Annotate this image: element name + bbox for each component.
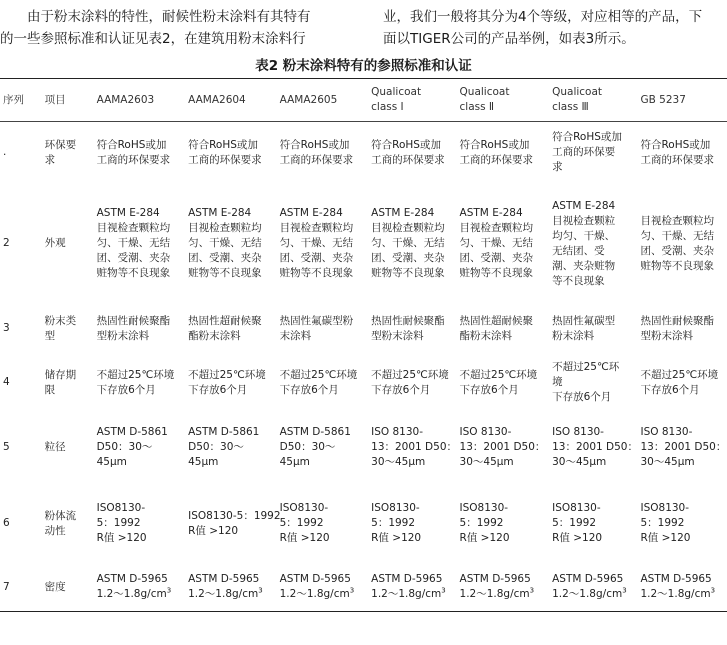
cell-text-line: ASTM D-5861 (279, 426, 351, 438)
cell-text-line: 2 (3, 237, 10, 249)
cell-text-line: 工商的环保要求 (371, 153, 445, 166)
cell-text-line: ISO8130- (96, 502, 146, 514)
intro-line: 面以TIGER公司的产品举例，如表3所示。 (383, 31, 635, 47)
intro-line: 由于粉末涂料的特性，耐候性粉末涂料有其特有 (27, 9, 311, 25)
cell-text-line: 匀、干燥、无结 (96, 237, 171, 249)
cell-text-line: 匀、干燥、无结 (371, 237, 445, 249)
superscript-3: 3 (529, 586, 535, 595)
table-row (0, 122, 727, 184)
table-cell (549, 484, 637, 564)
row-item-cell (42, 412, 94, 484)
cell-text-line: 热固性超耐候聚 (459, 314, 534, 327)
cell-text-line: 工商的环保要求 (459, 153, 534, 166)
table-cell (277, 484, 369, 564)
table-cell (457, 484, 550, 564)
cell-text-line: 团、受潮、夹杂 (640, 244, 714, 257)
cell-text-line: 45μm (188, 456, 219, 468)
cell-text-line: 13：2001 D50： (640, 441, 727, 453)
cell-text-line: 粒径 (44, 441, 66, 453)
cell-text-line: class Ⅲ (552, 101, 589, 113)
table-cell (185, 412, 277, 484)
cell-text-line: 下存放6个月 (96, 383, 156, 396)
table-cell (549, 122, 637, 184)
cell-text-line: 赃物等不良现象 (459, 267, 534, 279)
table-cell (549, 304, 637, 354)
cell-text-line: 热固性超耐候聚 (188, 314, 262, 327)
cell-text-line: 30～45μm (552, 456, 607, 468)
row-index-cell (0, 484, 42, 564)
cell-text-line: 符合RoHS或加 (459, 138, 530, 151)
cell-text-line: 5：1992 (552, 517, 596, 529)
cell-text-line: 目视检查颗粒均 (279, 222, 354, 234)
cell-text-line: 6 (3, 517, 10, 529)
cell-text-line: 酯粉末涂料 (459, 329, 513, 342)
cell-text-line: 5：1992 (96, 517, 141, 529)
cell-text-line: 13：2001 D50： (371, 441, 458, 453)
column-header (637, 79, 727, 122)
cell-text-line: 不超过25℃环境 (96, 368, 175, 381)
superscript-3: 3 (258, 586, 263, 595)
table-cell (94, 122, 186, 184)
cell-text-line: AAMA2603 (96, 93, 155, 106)
cell-text-line: 目视检查颗粒均 (188, 222, 262, 234)
cell-text-line: 匀、干燥、无结 (640, 229, 714, 242)
table-cell (637, 184, 727, 304)
intro-right-column (383, 6, 727, 50)
superscript-3: 3 (166, 586, 172, 595)
table-cell (94, 304, 186, 354)
cell-text-line: 下存放6个月 (371, 383, 431, 396)
cell-text-line: 热固性耐候聚酯 (371, 314, 445, 327)
table-cell (457, 412, 550, 484)
cell-text-line: 工商的环保要求 (279, 153, 354, 166)
superscript-3: 3 (349, 586, 355, 595)
cell-text-line: 45μm (96, 456, 127, 468)
table-cell (549, 564, 637, 612)
cell-text-line: 酯粉末涂料 (188, 329, 241, 342)
table-cell (457, 304, 550, 354)
cell-text-line: ASTM D-5861 (96, 426, 168, 438)
cell-text-line: 限 (44, 383, 56, 396)
cell-text-line: $1.2\sim 1.8g/cm^3$ (371, 586, 446, 601)
cell-text-line: 30～45μm (640, 456, 695, 468)
cell-text-line: AAMA2604 (188, 93, 246, 106)
table-cell (368, 304, 456, 354)
cell-text-line: 团、受潮、夹杂 (188, 252, 262, 264)
cell-text-line: 45μm (279, 456, 310, 468)
table-cell (368, 354, 456, 412)
table-cell (368, 412, 456, 484)
table-body (0, 122, 727, 612)
table-cell (549, 412, 637, 484)
table-cell (457, 354, 550, 412)
row-index-cell (0, 184, 42, 304)
cell-text-line: ASTM E-284 (96, 207, 160, 219)
cell-text-line: $1.2\sim 1.8g/cm^3$ (459, 586, 535, 601)
cell-text-line: 30～45μm (371, 456, 426, 468)
cell-text-line: 目视检查颗粒均 (371, 222, 445, 234)
cell-text-line: 13：2001 D50： (552, 441, 638, 453)
table-cell (637, 564, 727, 612)
standards-table (0, 78, 727, 612)
cell-text-line: 型粉末涂料 (640, 329, 693, 342)
cell-text-line: $1.2\sim 1.8g/cm^3$ (552, 586, 627, 601)
row-item-cell (42, 304, 94, 354)
cell-text-line: R值 >120 (459, 532, 510, 544)
cell-text-line: 境 (552, 376, 563, 388)
cell-text-line: ISO8130- (640, 502, 690, 514)
cell-text-line: 符合RoHS或加 (96, 138, 167, 151)
table-cell (277, 122, 369, 184)
cell-text-line: $1.2\sim 1.8g/cm^3$ (188, 586, 263, 601)
column-header (0, 79, 42, 122)
row-index-cell (0, 412, 42, 484)
cell-text-line: ASTM D-5965 (279, 573, 351, 586)
table-row (0, 184, 727, 304)
cell-text-line: 求 (44, 153, 56, 166)
table-cell (277, 412, 369, 484)
table-cell (457, 122, 550, 184)
cell-text-line: 目视检查颗粒均 (640, 214, 714, 227)
table-cell (185, 122, 277, 184)
cell-text-line: R值 >120 (371, 532, 422, 544)
row-index-cell (0, 122, 42, 184)
intro-paragraph (0, 6, 727, 50)
row-index-cell (0, 564, 42, 612)
table-cell (185, 564, 277, 612)
cell-text-line: 工商的环保要求 (640, 153, 714, 166)
table-cell (457, 564, 550, 612)
table-cell (368, 184, 456, 304)
intro-line: 业，我们一般将其分为4个等级，对应相等的产品，下 (383, 9, 703, 25)
table-cell (368, 122, 456, 184)
cell-text-line: 热固性耐候聚酯 (96, 314, 171, 327)
table-cell (277, 304, 369, 354)
cell-text-line: ASTM E-284 (371, 207, 435, 219)
cell-text-line: 5：1992 (279, 517, 324, 529)
cell-text-line: 储存期 (44, 368, 77, 381)
cell-text-line: 型粉末涂料 (96, 329, 150, 342)
cell-text-line: 5 (3, 441, 10, 453)
cell-text-line: 赃物等不良现象 (371, 267, 445, 279)
cell-text-line: ASTM E-284 (188, 207, 252, 219)
cell-text-line: ASTM D-5861 (188, 426, 260, 438)
table-cell (277, 184, 369, 304)
cell-text-line: ISO 8130- (371, 426, 424, 438)
row-item-cell (42, 122, 94, 184)
cell-text-line: 序列 (3, 93, 24, 106)
table-row (0, 564, 727, 612)
cell-text-line: D50：30～ (96, 441, 153, 453)
cell-text-line: 团、受潮、夹杂 (96, 252, 171, 264)
cell-text-line: 符合RoHS或加 (552, 131, 622, 144)
cell-text-line: 热固性耐候聚酯 (640, 314, 714, 327)
table-cell (637, 354, 727, 412)
cell-text-line: . (3, 146, 7, 159)
cell-text-line: ASTM E-284 (279, 207, 343, 219)
table-cell (549, 184, 637, 304)
cell-text-line: 环保要 (44, 138, 77, 151)
cell-text-line: 粉末涂料 (552, 329, 595, 342)
cell-text-line: 不超过25℃环 (552, 361, 620, 373)
cell-text-line: R值 >120 (640, 532, 691, 544)
table-cell (185, 304, 277, 354)
cell-text-line: 5：1992 (459, 517, 504, 529)
column-header (185, 79, 277, 122)
intro-left-column (0, 6, 370, 50)
cell-text-line: GB 5237 (640, 93, 686, 106)
row-index-cell (0, 304, 42, 354)
row-item-cell (42, 184, 94, 304)
cell-text-line: 粉末类 (44, 314, 77, 327)
cell-text-line: ASTM D-5965 (188, 573, 260, 586)
cell-text-line: 无结团、受 (552, 244, 605, 257)
cell-text-line: 符合RoHS或加 (640, 138, 711, 151)
cell-text-line: ISO 8130- (459, 426, 512, 438)
table-cell (185, 184, 277, 304)
cell-text-line: 等不良现象 (552, 274, 605, 287)
cell-text-line: 5：1992 (640, 517, 685, 529)
cell-text-line: 匀、干燥、无结 (188, 237, 262, 249)
cell-text-line: R值 >120 (96, 532, 147, 544)
table-row (0, 354, 727, 412)
cell-text-line: R值 >120 (279, 532, 330, 544)
cell-text-line: 工商的环保要求 (188, 153, 262, 166)
cell-text-line: 赃物等不良现象 (96, 267, 171, 279)
cell-text-line: Qualicoat (552, 86, 603, 98)
cell-text-line: ASTM E-284 (552, 199, 616, 212)
cell-text-line: ASTM E-284 (459, 207, 523, 219)
cell-text-line: ASTM D-5965 (371, 573, 443, 586)
cell-text-line: AAMA2605 (279, 93, 338, 106)
table-cell (94, 564, 186, 612)
table-cell (94, 354, 186, 412)
cell-text-line: 匀、干燥、无结 (279, 237, 354, 249)
cell-text-line: 30～45μm (459, 456, 514, 468)
cell-text-line: R值 >120 (552, 532, 603, 544)
cell-text-line: Qualicoat (459, 86, 510, 98)
row-item-cell (42, 564, 94, 612)
row-index-cell (0, 354, 42, 412)
table-header-row (0, 79, 727, 122)
table-cell (277, 354, 369, 412)
cell-text-line: 符合RoHS或加 (188, 138, 258, 151)
column-header (94, 79, 186, 122)
cell-text-line: 潮、夹杂赃物 (552, 259, 616, 272)
cell-text-line: 粉体流 (44, 509, 77, 522)
table-cell (94, 484, 186, 564)
cell-text-line: 热固性氟碳型 (552, 314, 616, 327)
cell-text-line: 不超过25℃环境 (279, 368, 358, 381)
cell-text-line: 赃物等不良现象 (640, 259, 714, 272)
column-header (42, 79, 94, 122)
cell-text-line: ISO8130- (552, 502, 601, 514)
cell-text-line: Qualicoat (371, 86, 422, 98)
cell-text-line: 下存放6个月 (459, 383, 519, 396)
cell-text-line: 5：1992 (371, 517, 416, 529)
cell-text-line: 不超过25℃环境 (188, 368, 266, 381)
cell-text-line: class Ⅰ (371, 101, 404, 113)
cell-text-line: 求 (552, 161, 563, 174)
cell-text-line: class Ⅱ (459, 101, 495, 113)
table-caption: 表2 粉末涂料特有的参照标准和认证 (255, 58, 472, 74)
cell-text-line: 工商的环保要 (552, 146, 616, 159)
cell-text-line: 密度 (44, 580, 66, 593)
cell-text-line: 工商的环保要求 (96, 153, 171, 166)
cell-text-line: 型粉末涂料 (371, 329, 424, 342)
cell-text-line: D50：30～ (188, 441, 244, 453)
table-row (0, 484, 727, 564)
row-item-cell (42, 354, 94, 412)
superscript-3: 3 (710, 586, 716, 595)
cell-text-line: 型 (44, 329, 56, 342)
cell-text-line: $1.2\sim 1.8g/cm^3$ (279, 586, 355, 601)
cell-text-line: 不超过25℃环境 (640, 368, 719, 381)
cell-text-line: 赃物等不良现象 (188, 267, 262, 279)
cell-text-line: D50：30～ (279, 441, 336, 453)
cell-text-line: 下存放6个月 (188, 383, 248, 396)
cell-text-line: ASTM D-5965 (96, 573, 168, 586)
cell-text-line: 动性 (44, 524, 66, 537)
cell-text-line: 不超过25℃环境 (459, 368, 538, 381)
cell-text-line: 目视检查颗粒 (552, 214, 616, 227)
row-item-cell (42, 484, 94, 564)
table-cell (637, 484, 727, 564)
cell-text-line: ISO8130- (459, 502, 509, 514)
cell-text-line: ISO 8130- (552, 426, 604, 438)
cell-text-line: ISO8130- (279, 502, 329, 514)
cell-text-line: 项目 (44, 93, 66, 106)
table-cell (185, 484, 281, 564)
cell-text-line: $1.2\sim 1.8g/cm^3$ (96, 586, 172, 601)
table-row (0, 304, 727, 354)
table-cell (549, 354, 637, 412)
table-cell (637, 122, 727, 184)
cell-text-line: 目视检查颗粒均 (459, 222, 534, 234)
cell-text-line: 不超过25℃环境 (371, 368, 449, 381)
table-cell (185, 354, 277, 412)
cell-text-line: 均匀、干燥、 (552, 229, 616, 242)
cell-text-line: ISO8130-5：1992 (188, 509, 281, 522)
cell-text-line: 热固性氟碳型粉 (279, 314, 354, 327)
cell-text-line: 末涂料 (279, 329, 312, 342)
table-cell (94, 412, 186, 484)
cell-text-line: 团、受潮、夹杂 (459, 252, 534, 264)
table-cell (368, 564, 456, 612)
column-header (277, 79, 369, 122)
cell-text-line: ISO 8130- (640, 426, 693, 438)
superscript-3: 3 (441, 586, 446, 595)
cell-text-line: 下存放6个月 (640, 383, 700, 396)
table-cell (637, 304, 727, 354)
cell-text-line: 匀、干燥、无结 (459, 237, 534, 249)
table-cell (457, 184, 550, 304)
column-header (457, 79, 550, 122)
table-cell (637, 412, 727, 484)
cell-text-line: R值 >120 (188, 524, 239, 537)
cell-text-line: 团、受潮、夹杂 (371, 252, 445, 264)
table-row (0, 412, 727, 484)
cell-text-line: 7 (3, 580, 10, 593)
cell-text-line: 符合RoHS或加 (279, 138, 350, 151)
column-header (368, 79, 456, 122)
cell-text-line: 下存放6个月 (279, 383, 339, 396)
cell-text-line: ISO8130- (371, 502, 420, 514)
cell-text-line: ASTM D-5965 (459, 573, 531, 586)
table-cell (368, 484, 456, 564)
cell-text-line: 下存放6个月 (552, 391, 612, 403)
table-cell (277, 564, 369, 612)
cell-text-line: 13：2001 D50： (459, 441, 546, 453)
cell-text-line: $1.2\sim 1.8g/cm^3$ (640, 586, 716, 601)
table-cell (94, 184, 186, 304)
cell-text-line: 团、受潮、夹杂 (279, 252, 354, 264)
cell-text-line: ASTM D-5965 (640, 573, 712, 586)
cell-text-line: 4 (3, 376, 10, 388)
cell-text-line: 3 (3, 322, 10, 334)
cell-text-line: 外观 (44, 237, 66, 249)
cell-text-line: 赃物等不良现象 (279, 267, 354, 279)
intro-line: 的一些参照标准和认证见表2，在建筑用粉末涂料行 (0, 31, 306, 47)
cell-text-line: 符合RoHS或加 (371, 138, 441, 151)
cell-text-line: 目视检查颗粒均 (96, 222, 171, 234)
column-header (549, 79, 637, 122)
superscript-3: 3 (622, 586, 627, 595)
cell-text-line: ASTM D-5965 (552, 573, 624, 586)
